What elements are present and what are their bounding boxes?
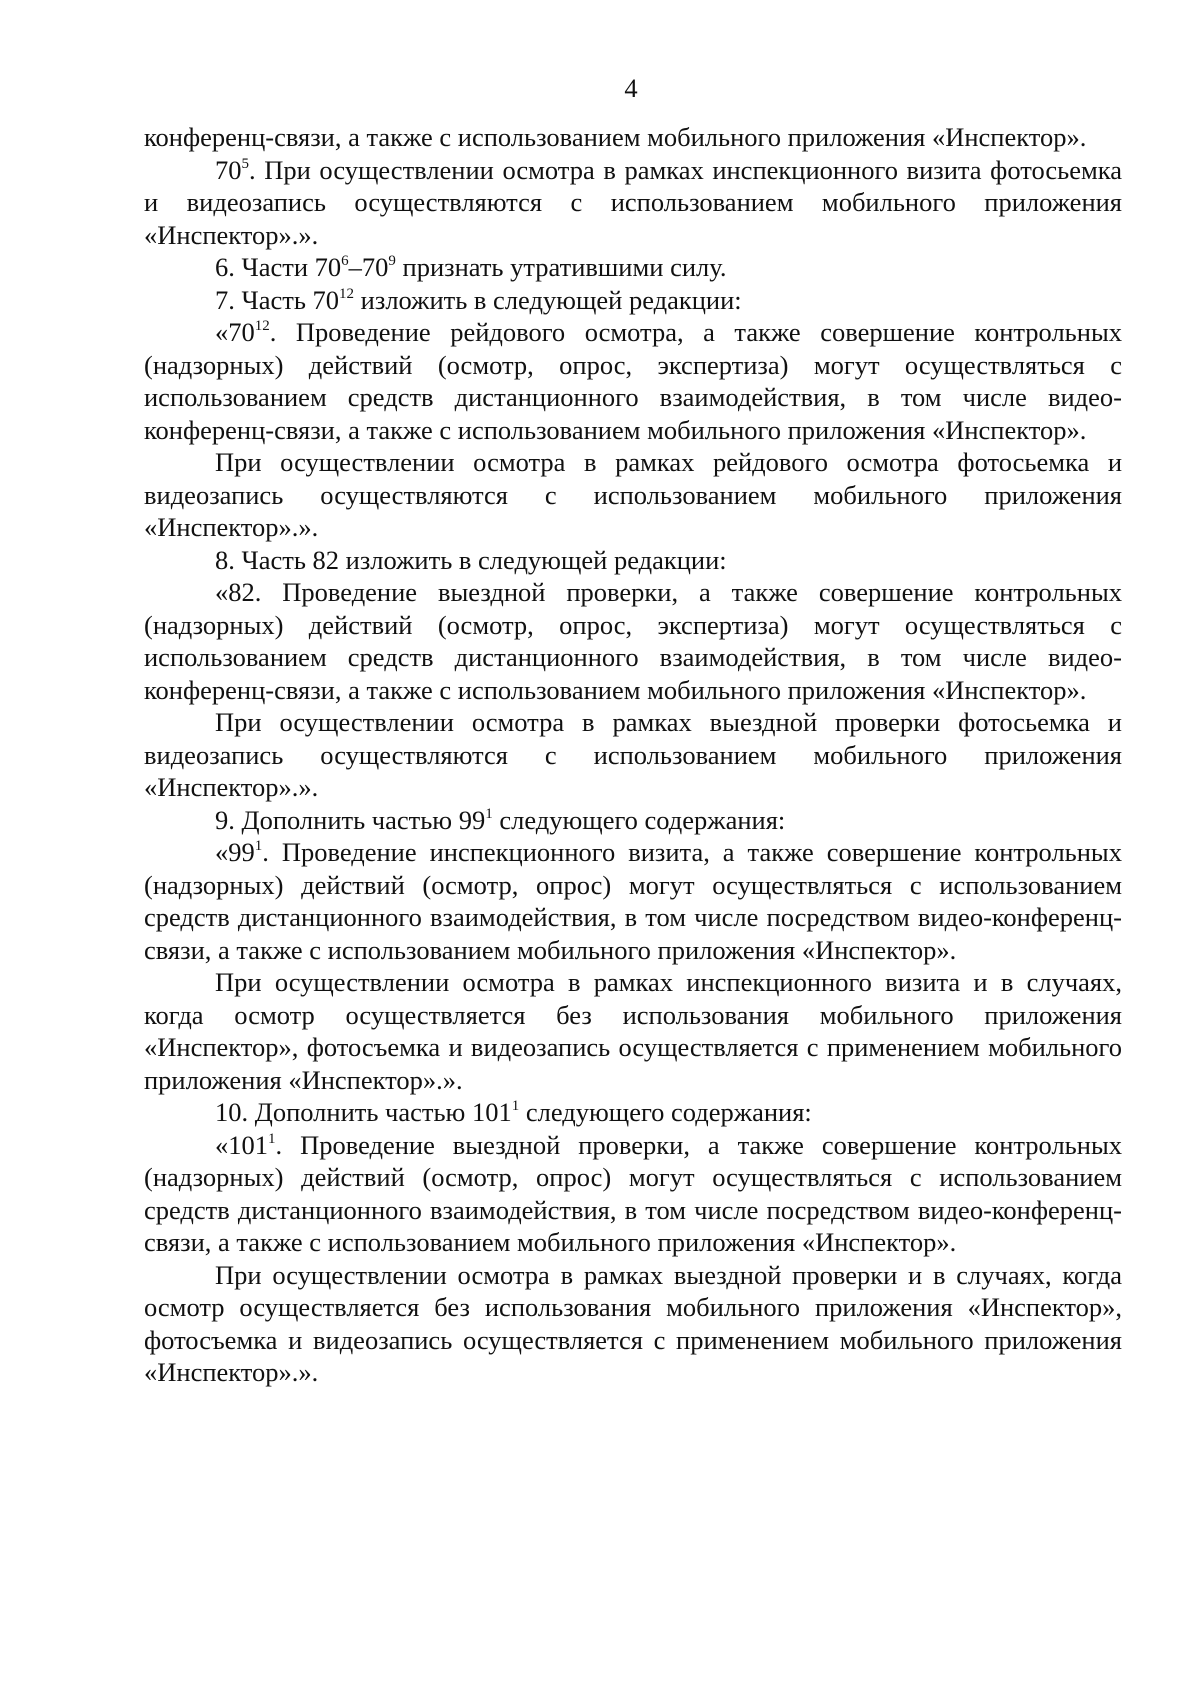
superscript: 12 — [339, 285, 355, 302]
text-run: следующего содержания: — [492, 804, 786, 835]
text-run: 7. Часть 70 — [215, 284, 340, 315]
text-run: 10. Дополнить частью 101 — [215, 1097, 512, 1127]
paragraph — [144, 121, 1122, 154]
superscript: 1 — [485, 805, 493, 822]
paragraph — [144, 804, 1122, 837]
superscript: 1 — [511, 1098, 520, 1114]
paragraph — [144, 316, 1122, 446]
text-run: 70 — [215, 154, 242, 185]
paragraph — [144, 446, 1122, 544]
superscript: 9 — [388, 253, 396, 269]
text-run: следующего содержания: — [519, 1097, 812, 1127]
superscript: 1 — [268, 1130, 276, 1147]
text-run: При осуществлении осмотра в рамках рейдового осмотра фотосьемка и видеозапись осуществляются с использованием мобильного приложения «Инспектор».». — [144, 447, 1122, 542]
text-run: «70 — [215, 317, 255, 347]
paragraph — [144, 1096, 1122, 1129]
text-run: При осуществлении осмотра в рамках выездной проверки фотосьемка и видеозапись осуществляются с использованием мобильного приложения «Инспектор».». — [144, 707, 1122, 802]
text-run: –70 — [348, 252, 389, 282]
text-run: . Проведение выездной проверки, а также совершение контрольных (надзорных) действий (осмотр, опрос) могут осуществляться с использованием средств дистанционного взаимодействия, в том числе посредством видео-конференц-связи, а также с использованием мобильного приложения «Инспектор». — [144, 1129, 1122, 1257]
paragraph — [144, 1129, 1122, 1259]
superscript: 6 — [341, 253, 349, 269]
text-run: 6. Части 70 — [215, 252, 342, 282]
text-run: изложить в следующей редакции: — [354, 284, 742, 315]
superscript: 12 — [254, 318, 270, 334]
text-run: «82. Проведение выездной проверки, а также совершение контрольных (надзорных) действий (осмотр, опрос, экспертиза) могут осуществляться с использованием средств дистанционного взаимодействия, в том числе видео-конференц-связи, а также с использованием мобильного приложения «Инспектор». — [144, 577, 1122, 705]
text-run: признать утратившими силу. — [395, 252, 727, 282]
paragraph — [144, 836, 1122, 966]
document-body — [144, 121, 1122, 1389]
text-run: . При осуществлении осмотра в рамках инспекционного визита фотосьемка и видеозапись осуществляются с использованием мобильного приложения «Инспектор».». — [144, 154, 1122, 250]
text-run: . Проведение инспекционного визита, а также совершение контрольных (надзорных) действий (осмотр, опрос) могут осуществляться с использованием средств дистанционного взаимодействия, в том числе посредством видео-конференц-связи, а также с использованием мобильного приложения «Инспектор». — [144, 837, 1122, 965]
text-run: При осуществлении осмотра в рамках выездной проверки и в случаях, когда осмотр осуществляется без использования мобильного приложения «Инспектор», фотосъемка и видеозапись осуществляется с применением мобильного приложения «Инспектор».». — [144, 1259, 1122, 1387]
paragraph — [144, 284, 1122, 317]
text-run: При осуществлении осмотра в рамках инспекционного визита и в случаях, когда осмотр осуществляется без использования мобильного приложения «Инспектор», фотосъемка и видеозапись осуществляется с применением мобильного приложения «Инспектор».». — [144, 967, 1122, 1095]
paragraph — [144, 706, 1122, 804]
paragraph — [144, 154, 1122, 252]
paragraph — [144, 1259, 1122, 1389]
superscript: 1 — [254, 838, 263, 854]
text-run: 9. Дополнить частью 99 — [215, 804, 486, 835]
text-run: . Проведение рейдового осмотра, а также совершение контрольных (надзорных) действий (осмотр, опрос, экспертиза) могут осуществляться с использованием средств дистанционного взаимодействия, в том числе видео-конференц-связи, а также с использованием мобильного приложения «Инспектор». — [144, 317, 1122, 445]
text-run: конференц-связи, а также с использованием мобильного приложения «Инспектор». — [144, 122, 1087, 152]
paragraph — [144, 251, 1122, 284]
text-run: «99 — [215, 837, 255, 867]
superscript: 5 — [241, 155, 249, 172]
text-run: «101 — [215, 1129, 268, 1160]
paragraph — [144, 576, 1122, 706]
paragraph — [144, 544, 1122, 577]
page-number: 4 — [624, 73, 638, 103]
text-run: 8. Часть 82 изложить в следующей редакции: — [215, 544, 727, 575]
paragraph — [144, 966, 1122, 1096]
